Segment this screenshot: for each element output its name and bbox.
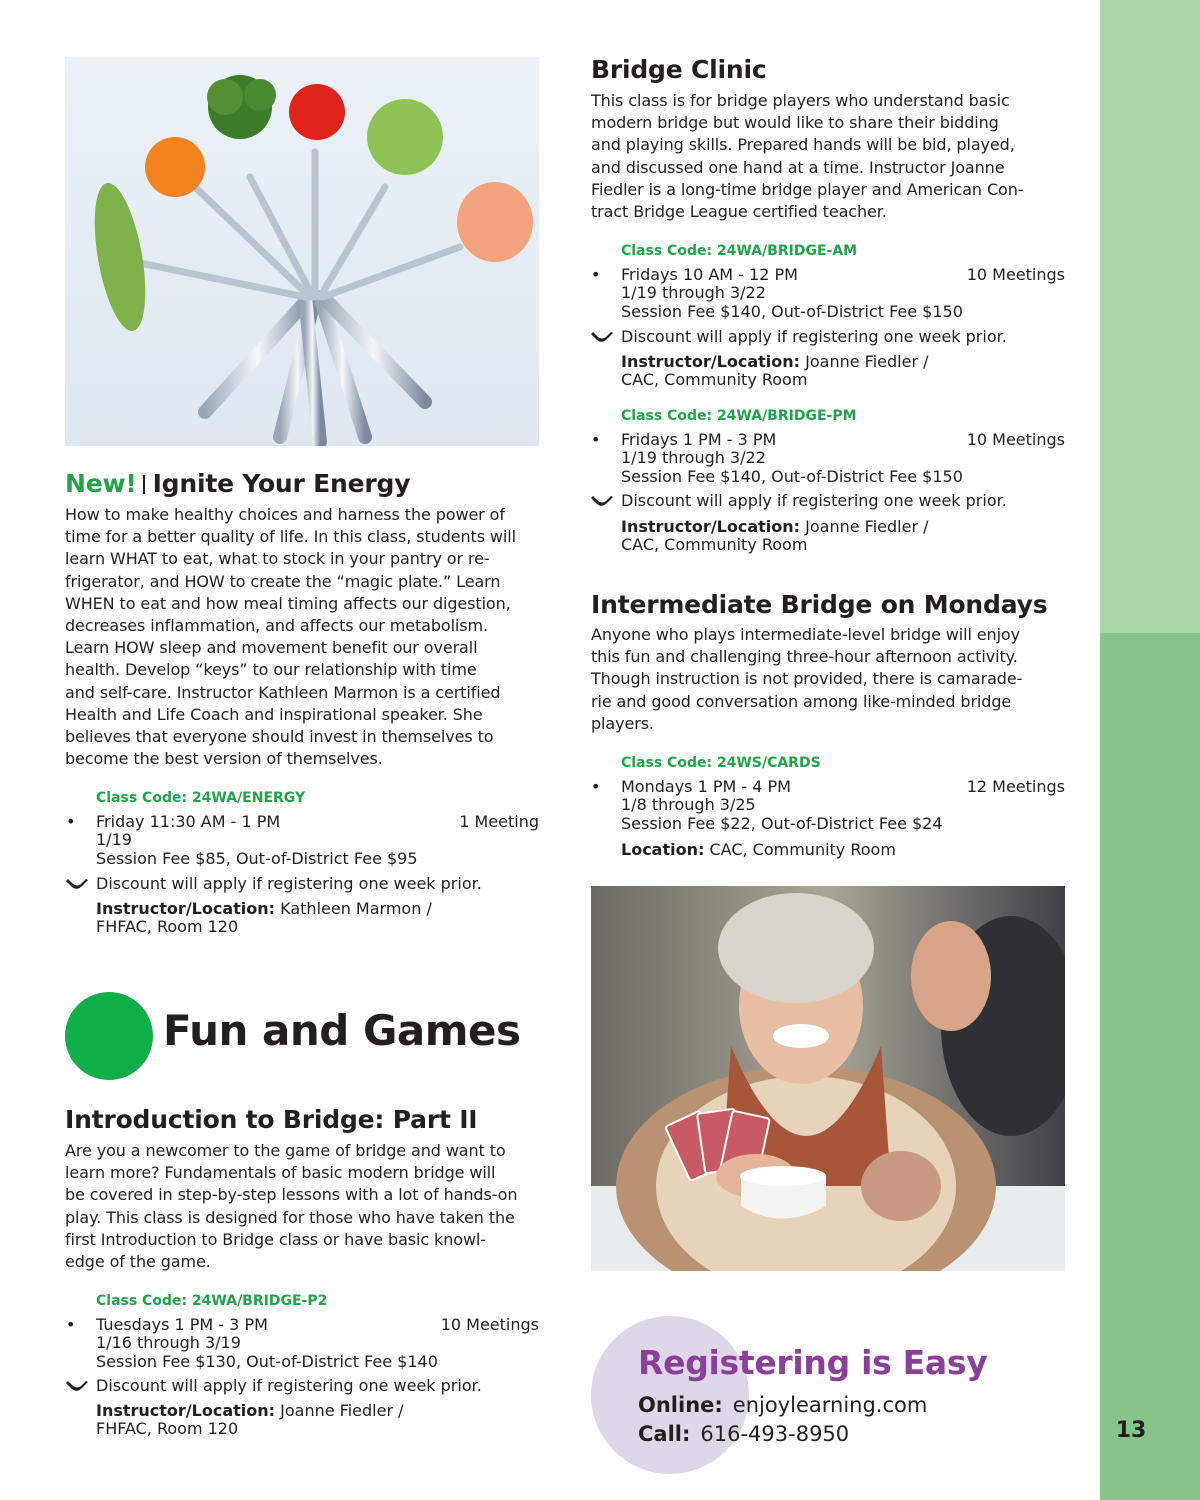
ignite-desc-line: time for a better quality of life. In this class, students will (65, 527, 516, 547)
ignite-description (65, 504, 516, 770)
bullet-icon: • (591, 430, 601, 449)
section-heading: Fun and Games (163, 1006, 521, 1055)
page-number: 13 (1115, 1418, 1147, 1443)
pointing-hand-icon (591, 331, 613, 345)
registering-title: Registering is Easy (638, 1343, 988, 1382)
bridge-am-schedule: • Fridays 10 AM - 12 PM 10 Meetings 1/19 through 3/22 Session Fee $140, Out-of-District Fee $150 (591, 265, 1065, 321)
website-link[interactable]: enjoylearning.com (732, 1393, 928, 1417)
bridge-am-class-code: Class Code: 24WA/BRIDGE-AM (621, 243, 858, 259)
schedule-time: Friday 11:30 AM - 1 PM (96, 812, 281, 831)
bullet-icon: • (591, 777, 601, 796)
pointing-hand-icon (66, 878, 88, 892)
bullet-icon: • (66, 1315, 76, 1334)
side-band-light (1100, 0, 1200, 633)
ignite-desc-line: frigerator, and HOW to create the “magic plate.” Learn (65, 571, 501, 591)
ignite-class-code: Class Code: 24WA/ENERGY (96, 790, 306, 806)
bridge-am-discount: Discount will apply if registering one week prior. (621, 327, 1007, 346)
intro-bridge-instructor: Instructor/Location: Joanne Fiedler / FHFAC, Room 120 (96, 1401, 404, 1439)
bridge-clinic-title: Bridge Clinic (591, 55, 767, 84)
section-circle (65, 992, 153, 1080)
pointing-hand-icon (66, 1380, 88, 1394)
meeting-count: 1 Meeting (459, 812, 539, 831)
bridge-pm-instructor: Instructor/Location: Joanne Fiedler / CAC, Community Room (621, 517, 929, 555)
ignite-discount: Discount will apply if registering one week prior. (96, 874, 482, 893)
registering-call: Call: 616-493-8950 (638, 1422, 850, 1446)
ignite-desc-line: believes that everyone should invest in themselves to (65, 727, 494, 747)
ignite-desc-line: Health and Life Coach and inspirational speaker. She (65, 704, 483, 724)
session-fees: Session Fee $85, Out-of-District Fee $95 (96, 848, 418, 868)
ignite-desc-line: WHEN to eat and how meal timing affects our digestion, (65, 593, 511, 613)
intermediate-schedule: • Mondays 1 PM - 4 PM 12 Meetings 1/8 through 3/25 Session Fee $22, Out-of-District Fee $24 (591, 777, 1065, 833)
intro-bridge-description: Are you a newcomer to the game of bridge and want to learn more? Fundamentals of basic modern bridge will be covered in step-by-step lessons with a lot of hands-on play. This class is designed for those who have taken the first Introduction to Bridge class or have basic knowl- edge of the game. (65, 1141, 518, 1272)
bridge-pm-schedule: • Fridays 1 PM - 3 PM 10 Meetings 1/19 through 3/22 Session Fee $140, Out-of-District Fee $150 (591, 430, 1065, 486)
registering-online: Online: enjoylearning.com (638, 1393, 928, 1417)
ignite-desc-line: Learn HOW sleep and movement benefit our overall (65, 638, 478, 658)
ignite-desc-line: learn WHAT to eat, what to stock in your pantry or re- (65, 549, 490, 569)
intro-bridge-class-code: Class Code: 24WA/BRIDGE-P2 (96, 1293, 328, 1309)
new-label: New! (65, 469, 137, 498)
title-separator (143, 475, 145, 494)
bridge-clinic-description: This class is for bridge players who understand basic modern bridge but would like to share their bidding and playing skills. Prepared hands will be bid, played, and discussed one hand at a time. Instructor Joanne Fiedler is a long-time bridge player and American Con- tract Bridge League certified teacher. (591, 91, 1024, 222)
vegetables-forks-photo (65, 57, 539, 446)
bridge-am-instructor: Instructor/Location: Joanne Fiedler / CAC, Community Room (621, 352, 929, 390)
ignite-desc-line: health. Develop “keys” to our relationship with time (65, 660, 477, 680)
intermediate-location: Location: CAC, Community Room (621, 840, 896, 859)
intro-bridge-discount: Discount will apply if registering one week prior. (96, 1376, 482, 1395)
pointing-hand-icon (591, 495, 613, 509)
intermediate-class-code: Class Code: 24WS/CARDS (621, 755, 821, 771)
phone-number[interactable]: 616-493-8950 (700, 1422, 850, 1446)
bullet-icon: • (591, 265, 601, 284)
intermediate-bridge-description: Anyone who plays intermediate-level bridge will enjoy this fun and challenging three-hour afternoon activity. Though instruction is not provided, there is camarade- rie and good conversation among like-minded bridge players. (591, 625, 1023, 733)
ignite-schedule (66, 812, 539, 868)
bridge-pm-class-code: Class Code: 24WA/BRIDGE-PM (621, 408, 857, 424)
ignite-instructor: Instructor/Location: Kathleen Marmon / FHFAC, Room 120 (96, 899, 432, 937)
intermediate-bridge-title: Intermediate Bridge on Mondays (591, 590, 1048, 619)
ignite-title (65, 469, 410, 498)
intro-bridge-title: Introduction to Bridge: Part II (65, 1105, 478, 1134)
location: FHFAC, Room 120 (96, 917, 239, 937)
ignite-desc-line: decreases inflammation, and affects our metabolism. (65, 616, 488, 636)
ignite-title-text: Ignite Your Energy (152, 469, 411, 498)
bridge-pm-discount: Discount will apply if registering one week prior. (621, 491, 1007, 510)
card-players-photo (591, 886, 1065, 1271)
ignite-desc-line: How to make healthy choices and harness the power of (65, 505, 505, 524)
ignite-desc-line: become the best version of themselves. (65, 749, 383, 769)
schedule-dates: 1/19 (96, 830, 132, 850)
intro-bridge-schedule: • Tuesdays 1 PM - 3 PM 10 Meetings 1/16 through 3/19 Session Fee $130, Out-of-District Fee $140 (66, 1315, 539, 1371)
side-color-band (1100, 0, 1200, 1500)
bullet-icon: • (66, 812, 76, 831)
ignite-desc-line: and self-care. Instructor Kathleen Marmon is a certified (65, 682, 501, 702)
